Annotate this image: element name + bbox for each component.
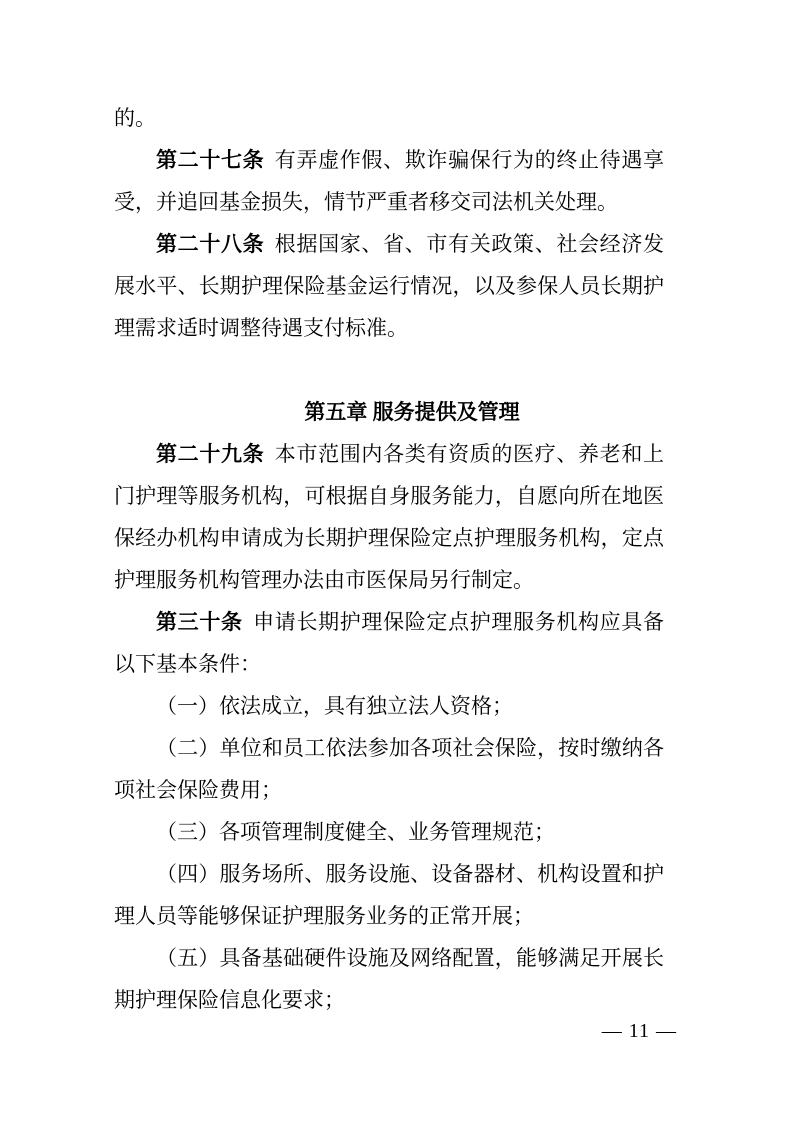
article-29-number: 第二十九条	[156, 442, 265, 466]
condition-item-1: （一）依法成立，具有独立法人资格；	[156, 694, 513, 718]
article-28-number: 第二十八条	[156, 232, 265, 256]
page-number: — 11 —	[601, 1020, 677, 1042]
article-30-text: 申请长期护理保险定点护理服务机构应具备以下基本条件：	[114, 610, 665, 676]
article-29-text: 本市范围内各类有资质的医疗、养老和上门护理等服务机构，可根据自身服务能力，自愿向所在地医保经办机构申请成为长期护理保险定点护理服务机构，定点护理服务机构管理办法由市医保局另行制定。	[114, 442, 664, 592]
document-body	[114, 97, 664, 1021]
article-29-paragraph	[114, 433, 664, 601]
chapter-heading: 第五章 服务提供及管理	[304, 400, 520, 424]
article-27-text: 有弄虚作假、欺诈骗保行为的终止待遇享受，并追回基金损失，情节严重者移交司法机关处理。	[114, 148, 664, 214]
condition-item-4: （四）服务场所、服务设施、设备器材、机构设置和护理人员等能够保证护理服务业务的正常开展；	[114, 862, 664, 928]
paragraph-continuation: 的。	[114, 106, 156, 130]
article-28-text: 根据国家、省、市有关政策、社会经济发展水平、长期护理保险基金运行情况，以及参保人员长期护理需求适时调整待遇支付标准。	[114, 232, 664, 340]
article-27-paragraph	[114, 139, 664, 223]
condition-item-5: （五）具备基础硬件设施及网络配置，能够满足开展长期护理保险信息化要求；	[114, 946, 664, 1012]
article-27-number: 第二十七条	[156, 148, 265, 172]
article-28-paragraph	[114, 223, 664, 349]
condition-item-2: （二）单位和员工依法参加各项社会保险，按时缴纳各项社会保险费用；	[114, 736, 664, 802]
condition-item-3: （三）各项管理制度健全、业务管理规范；	[156, 820, 555, 844]
article-30-paragraph	[114, 601, 664, 685]
article-30-number: 第三十条	[156, 610, 243, 634]
